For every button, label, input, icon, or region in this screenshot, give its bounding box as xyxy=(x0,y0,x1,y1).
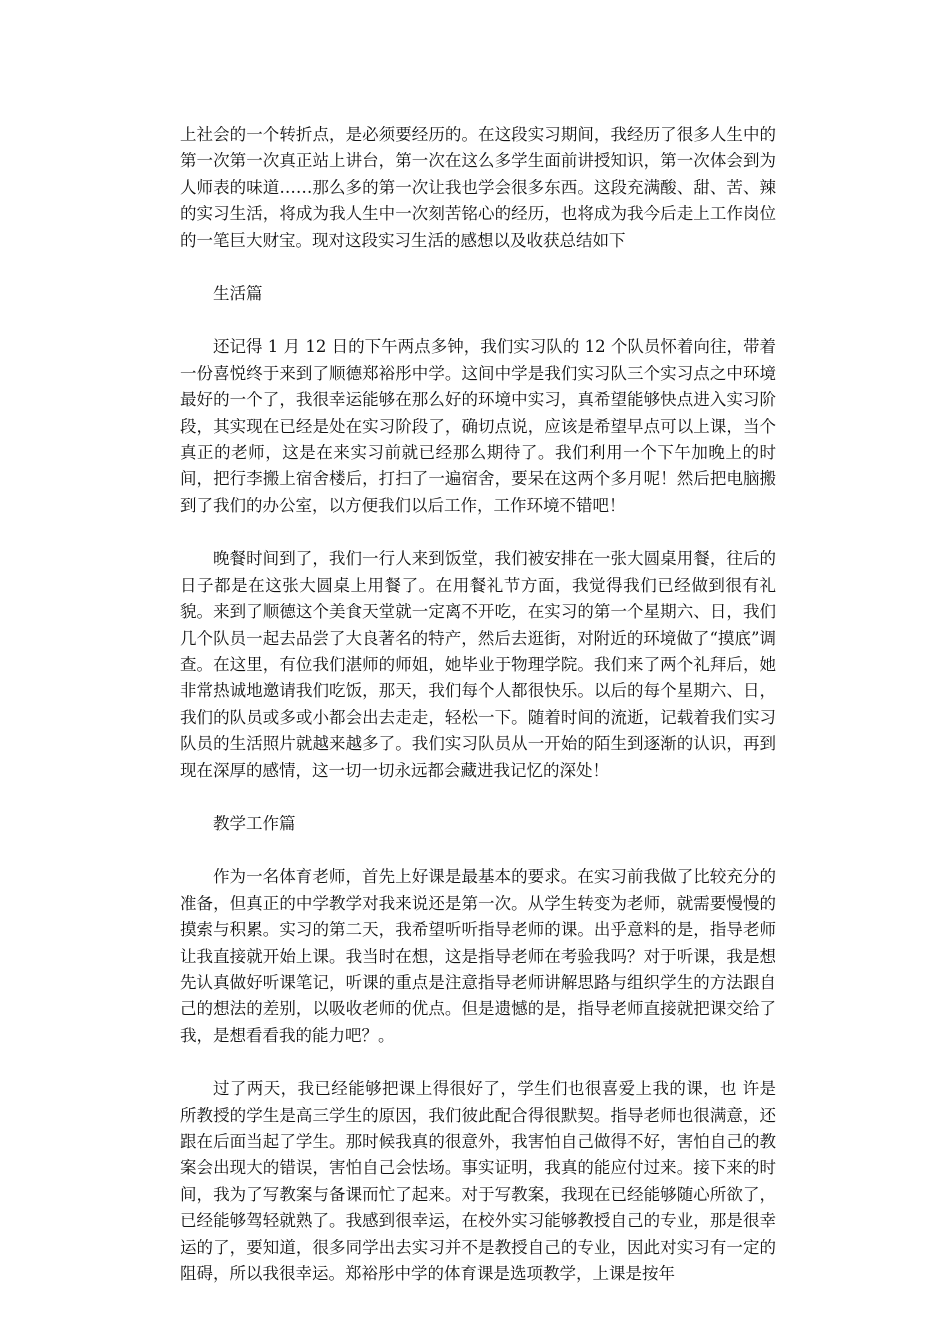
document-page xyxy=(180,122,776,1287)
section-heading-life: 生活篇 xyxy=(213,284,263,304)
paragraph-intro-continued: 上社会的一个转折点，是必须要经历的。在这段实习期间，我经历了很多人生中的第一次第一次真正站上讲台，第一次在这么多学生面前讲授知识，第一次体会到为人师表的味道……那么多的第一次让我也学会很多东西。这段充满酸、甜、苦、辣的实习生活，将成为我人生中一次刻苦铭心的经历，也将成为我今后走上工作岗位的一笔巨大财宝。现对这段实习生活的感想以及收获总结如下 xyxy=(180,125,776,250)
paragraph-dinner: 晚餐时间到了，我们一行人来到饭堂，我们被安排在一张大圆桌用餐，往后的日子都是在这张大圆桌上用餐了。在用餐礼节方面，我觉得我们已经做到很有礼貌。来到了顺德这个美食天堂就一定离不开吃，在实习的第一个星期六、日，我们几个队员一起去品尝了大良著名的特产，然后去逛街，对附近的环境做了“摸底”调查。在这里，有位我们湛师的师姐，她毕业于物理学院。我们来了两个礼拜后，她非常热诚地邀请我们吃饭，那天，我们每个人都很快乐。以后的每个星期六、日，我们的队员或多或小都会出去走走，轻松一下。随着时间的流逝，记载着我们实习队员的生活照片就越来越多了。我们实习队员从一开始的陌生到逐渐的认识，再到现在深厚的感情，这一切一切永远都会藏进我记忆的深处！ xyxy=(180,549,776,780)
paragraph-teaching-start: 作为一名体育老师，首先上好课是最基本的要求。在实习前我做了比较充分的准备，但真正的中学教学对我来说还是第一次。从学生转变为老师，就需要慢慢的摸索与积累。实习的第二天，我希望听听指导老师的课。出乎意料的是，指导老师让我直接就开始上课。我当时在想，这是指导老师在考验我吗？对于听课，我是想先认真做好听课笔记，听课的重点是注意指导老师讲解思路与组织学生的方法跟自己的想法的差别，以吸收老师的优点。但是遗憾的是，指导老师直接就把课交给了我，是想看看我的能力吧？。 xyxy=(180,867,776,1045)
paragraph-arrival: 还记得 1 月 12 日的下午两点多钟，我们实习队的 12 个队员怀着向往，带着一份喜悦终于来到了顺德郑裕彤中学。这间中学是我们实习队三个实习点之中环境最好的一个了，我很幸运能够在那么好的环境中实习，真希望能够快点进入实习阶段，其实现在已经是处在实习阶段了，确切点说，应该是希望早点可以上课，当个真正的老师，这是在来实习前就已经那么期待了。我们利用一个下午加晚上的时间，把行李搬上宿舍楼后，打扫了一遍宿舍，要呆在这两个多月呢！然后把电脑搬到了我们的办公室，以方便我们以后工作，工作环境不错吧！ xyxy=(180,337,776,515)
paragraph-teaching-progress: 过了两天，我已经能够把课上得很好了，学生们也很喜爱上我的课，也 许是所教授的学生是高三学生的原因，我们彼此配合得很默契。指导老师也很满意，还跟在后面当起了学生。那时候我真的很意外，我害怕自己做得不好，害怕自己的教案会出现大的错误，害怕自己会怯场。事实证明，我真的能应付过来。接下来的时间，我为了写教案与备课而忙了起来。对于写教案，我现在已经能够随心所欲了，已经能够驾轻就熟了。我感到很幸运，在校外实习能够教授自己的专业，那是很幸运的了，要知道，很多同学出去实习并不是教授自己的专业，因此对实习有一定的阻碍，所以我很幸运。郑裕彤中学的体育课是选项教学，上课是按年 xyxy=(180,1079,776,1284)
section-heading-teaching: 教学工作篇 xyxy=(213,813,296,833)
